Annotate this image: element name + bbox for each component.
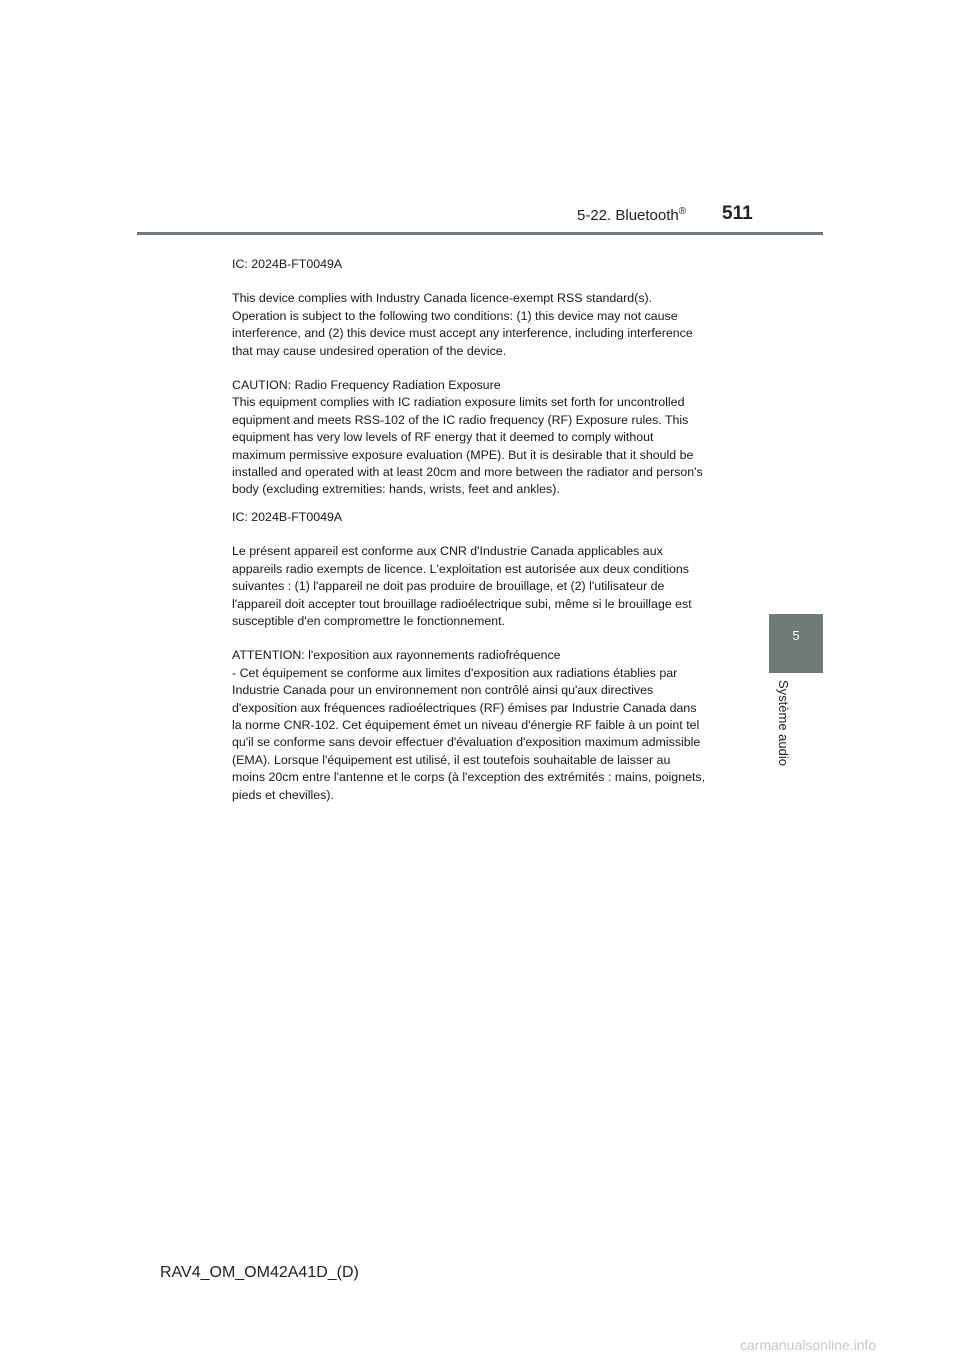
text-line: installed and operated with at least 20cm and more between the radiator and person's xyxy=(232,465,703,480)
text-line: pieds et chevilles). xyxy=(232,787,334,802)
caution-heading: CAUTION: Radio Frequency Radiation Exposure xyxy=(232,378,501,393)
page-content xyxy=(232,256,752,804)
section-title xyxy=(577,206,686,224)
text-line: body (excluding extremities: hands, wrists, feet and ankles). xyxy=(232,482,560,497)
french-ic-code: IC: 2024B-FT0049A xyxy=(232,509,343,524)
chapter-number: 5 xyxy=(792,628,800,643)
registered-mark: ® xyxy=(678,206,687,217)
text-line: - Cet équipement se conforme aux limites d'exposition aux radiations établies par xyxy=(232,665,678,680)
text-line: moins 20cm entre l'antenne et le corps (à l'exception des extrémités : mains, poignets, xyxy=(232,770,706,785)
text-line: susceptible d'en compromettre le fonctionnement. xyxy=(232,613,506,628)
text-line: Le présent appareil est conforme aux CNR d'Industrie Canada applicables aux xyxy=(232,544,663,559)
english-caution xyxy=(232,377,752,499)
text-line: that may cause undesired operation of the device. xyxy=(232,343,507,358)
text-line: appareils radio exempts de licence. L'exploitation est autorisée aux deux conditions xyxy=(232,561,689,576)
text-line: d'exposition aux fréquences radioélectriques (RF) émises par Industrie Canada dans xyxy=(232,700,697,715)
watermark: carmanualsonline.info xyxy=(740,1337,877,1353)
chapter-label: Système audio xyxy=(776,680,791,766)
section-title-text: 5-22. Bluetooth xyxy=(577,207,679,224)
text-line: maximum permissive exposure evaluation (MPE). But it is desirable that it should be xyxy=(232,447,694,462)
english-ic-code: IC: 2024B-FT0049A xyxy=(232,257,343,271)
text-line: qu'il se conforme sans devoir effectuer d'évaluation d'exposition maximum admissible xyxy=(232,735,701,750)
text-line: Operation is subject to the following two conditions: (1) this device may not cause xyxy=(232,308,678,323)
text-line: la norme CNR-102. Cet équipement émet un niveau d'énergie RF faible à un point tel xyxy=(232,717,700,732)
text-line: (EMA). Lorsque l'équipement est utilisé, il est toutefois souhaitable de laisser au xyxy=(232,752,671,767)
text-line: equipment has very low levels of RF energy that it deemed to comply without xyxy=(232,430,654,445)
page-number: 511 xyxy=(722,203,753,224)
manual-code: RAV4_OM_OM42A41D_(D) xyxy=(160,1264,359,1281)
text-line: This device complies with Industry Canada licence-exempt RSS standard(s). xyxy=(232,291,653,306)
text-line: equipment and meets RSS-102 of the IC radio frequency (RF) Exposure rules. This xyxy=(232,412,689,427)
chapter-tab xyxy=(769,614,823,673)
french-attention xyxy=(232,647,752,804)
text-line: interference, and (2) this device must accept any interference, including interference xyxy=(232,326,693,341)
text-line: This equipment complies with IC radiation exposure limits set forth for uncontrolled xyxy=(232,395,685,410)
english-compliance xyxy=(232,290,752,360)
text-line: Industrie Canada pour un environnement non contrôlé ainsi qu'aux directives xyxy=(232,683,654,698)
french-compliance xyxy=(232,543,752,630)
header-rule xyxy=(137,232,823,235)
text-line: l'appareil doit accepter tout brouillage radioélectrique subi, même si le brouillage est xyxy=(232,596,692,611)
attention-heading: ATTENTION: l'exposition aux rayonnements radiofréquence xyxy=(232,648,561,663)
text-line: suivantes : (1) l'appareil ne doit pas produire de brouillage, et (2) l'utilisateur de xyxy=(232,579,665,594)
